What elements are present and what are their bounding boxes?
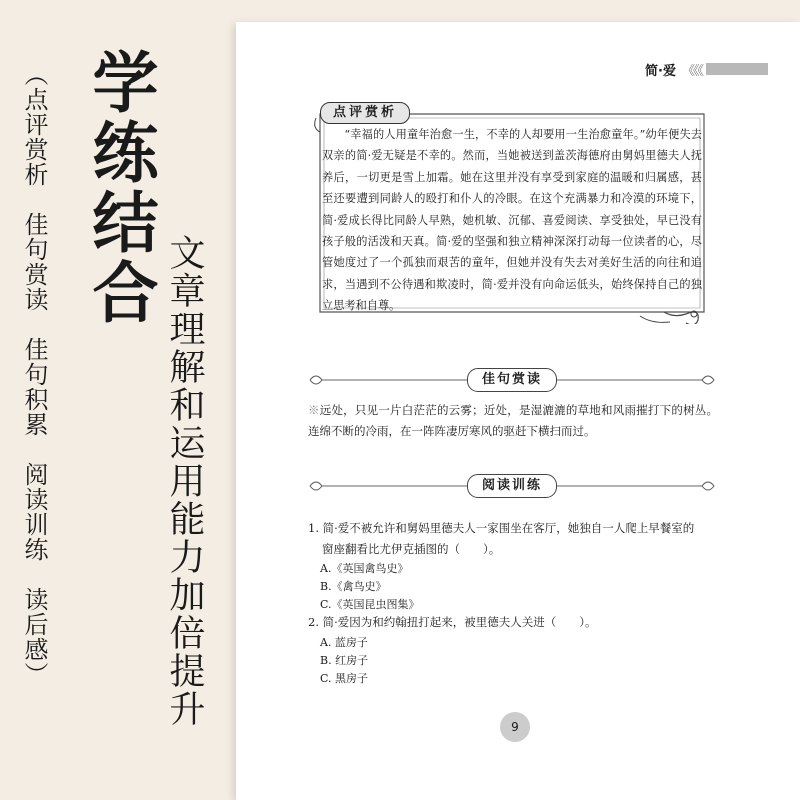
question-2-option-b: B. 红房子 bbox=[320, 654, 369, 667]
question-1-option-a: A.《英国禽鸟史》 bbox=[320, 562, 409, 575]
slogan: 文章理解和运用能力加倍提升 bbox=[164, 234, 205, 728]
star-icon: ※ bbox=[308, 403, 320, 417]
running-header bbox=[645, 62, 768, 79]
question-2-option-c: C. 黑房子 bbox=[320, 672, 369, 685]
page-number: 9 bbox=[500, 712, 530, 742]
question-1-line-2: 窗座翻看比尤伊克插图的（ ）。 bbox=[322, 542, 501, 556]
sentence-section-title: 佳句赏读 bbox=[467, 368, 557, 392]
sentence-text: 远处，只见一片白茫茫的云雾；近处，是湿漉漉的草地和风雨摧打下的树丛。连绵不断的冷雨，在一阵阵凄厉寒风的驱赶下横扫而过。 bbox=[308, 403, 719, 438]
comment-tag: 点评赏析 bbox=[320, 102, 410, 124]
question-1-line-1: 1. 简·爱不被允许和舅妈里德夫人一家围坐在客厅，她独自一人爬上早餐室的 bbox=[308, 521, 695, 535]
reading-section-title: 阅读训练 bbox=[467, 474, 557, 498]
question-2 bbox=[308, 612, 728, 633]
sentence-section-header bbox=[306, 368, 718, 392]
question-1-option-b: B.《禽鸟史》 bbox=[320, 580, 387, 593]
reading-section-header bbox=[306, 474, 718, 498]
question-2-option-a: A. 蓝房子 bbox=[320, 636, 368, 649]
question-1-option-c: C.《英国昆虫图集》 bbox=[320, 598, 420, 611]
question-2-line-1: 2. 简·爱因为和约翰扭打起来，被里德夫人关进（ ）。 bbox=[308, 615, 597, 629]
header-title: 简·爱 bbox=[645, 63, 676, 79]
comment-box bbox=[310, 98, 714, 324]
question-1 bbox=[308, 518, 728, 560]
features-list: （点评赏析 佳句赏读 佳句积累 阅读训练 读后感） bbox=[20, 62, 48, 687]
big-title: 学练结合 bbox=[81, 48, 158, 328]
header-gray-bar bbox=[706, 63, 768, 75]
book-page bbox=[236, 22, 800, 800]
chevrons-icon: 《《《 bbox=[681, 63, 702, 79]
comment-text: “幸福的人用童年治愈一生，不幸的人却要用一生治愈童年。”幼年便失去双亲的简·爱无疑是不幸的。然而，当她被送到盖茨海德府由舅妈里德夫人抚养后，一切更是雪上加霜。她在这里并没有享受到家庭的温暖和归属感，甚至还要遭到同龄人的殴打和仆人的冷眼。在这个充满暴力和冷漠的环境下，简·爱成长得比同龄人早熟，她机敏、沉郁、喜爱阅读、享受独处，早已没有孩子般的活泼和天真。简·爱的坚强和独立精神深深打动每一位读者的心，尽管她度过了一个孤独而艰苦的童年，但她并没有失去对美好生活的向往和追求，当遇到不公待遇和欺凌时，简·爱并没有向命运低头，始终保持自己的独立思考和自尊。 bbox=[322, 128, 702, 313]
sentence-paragraph bbox=[308, 400, 718, 442]
